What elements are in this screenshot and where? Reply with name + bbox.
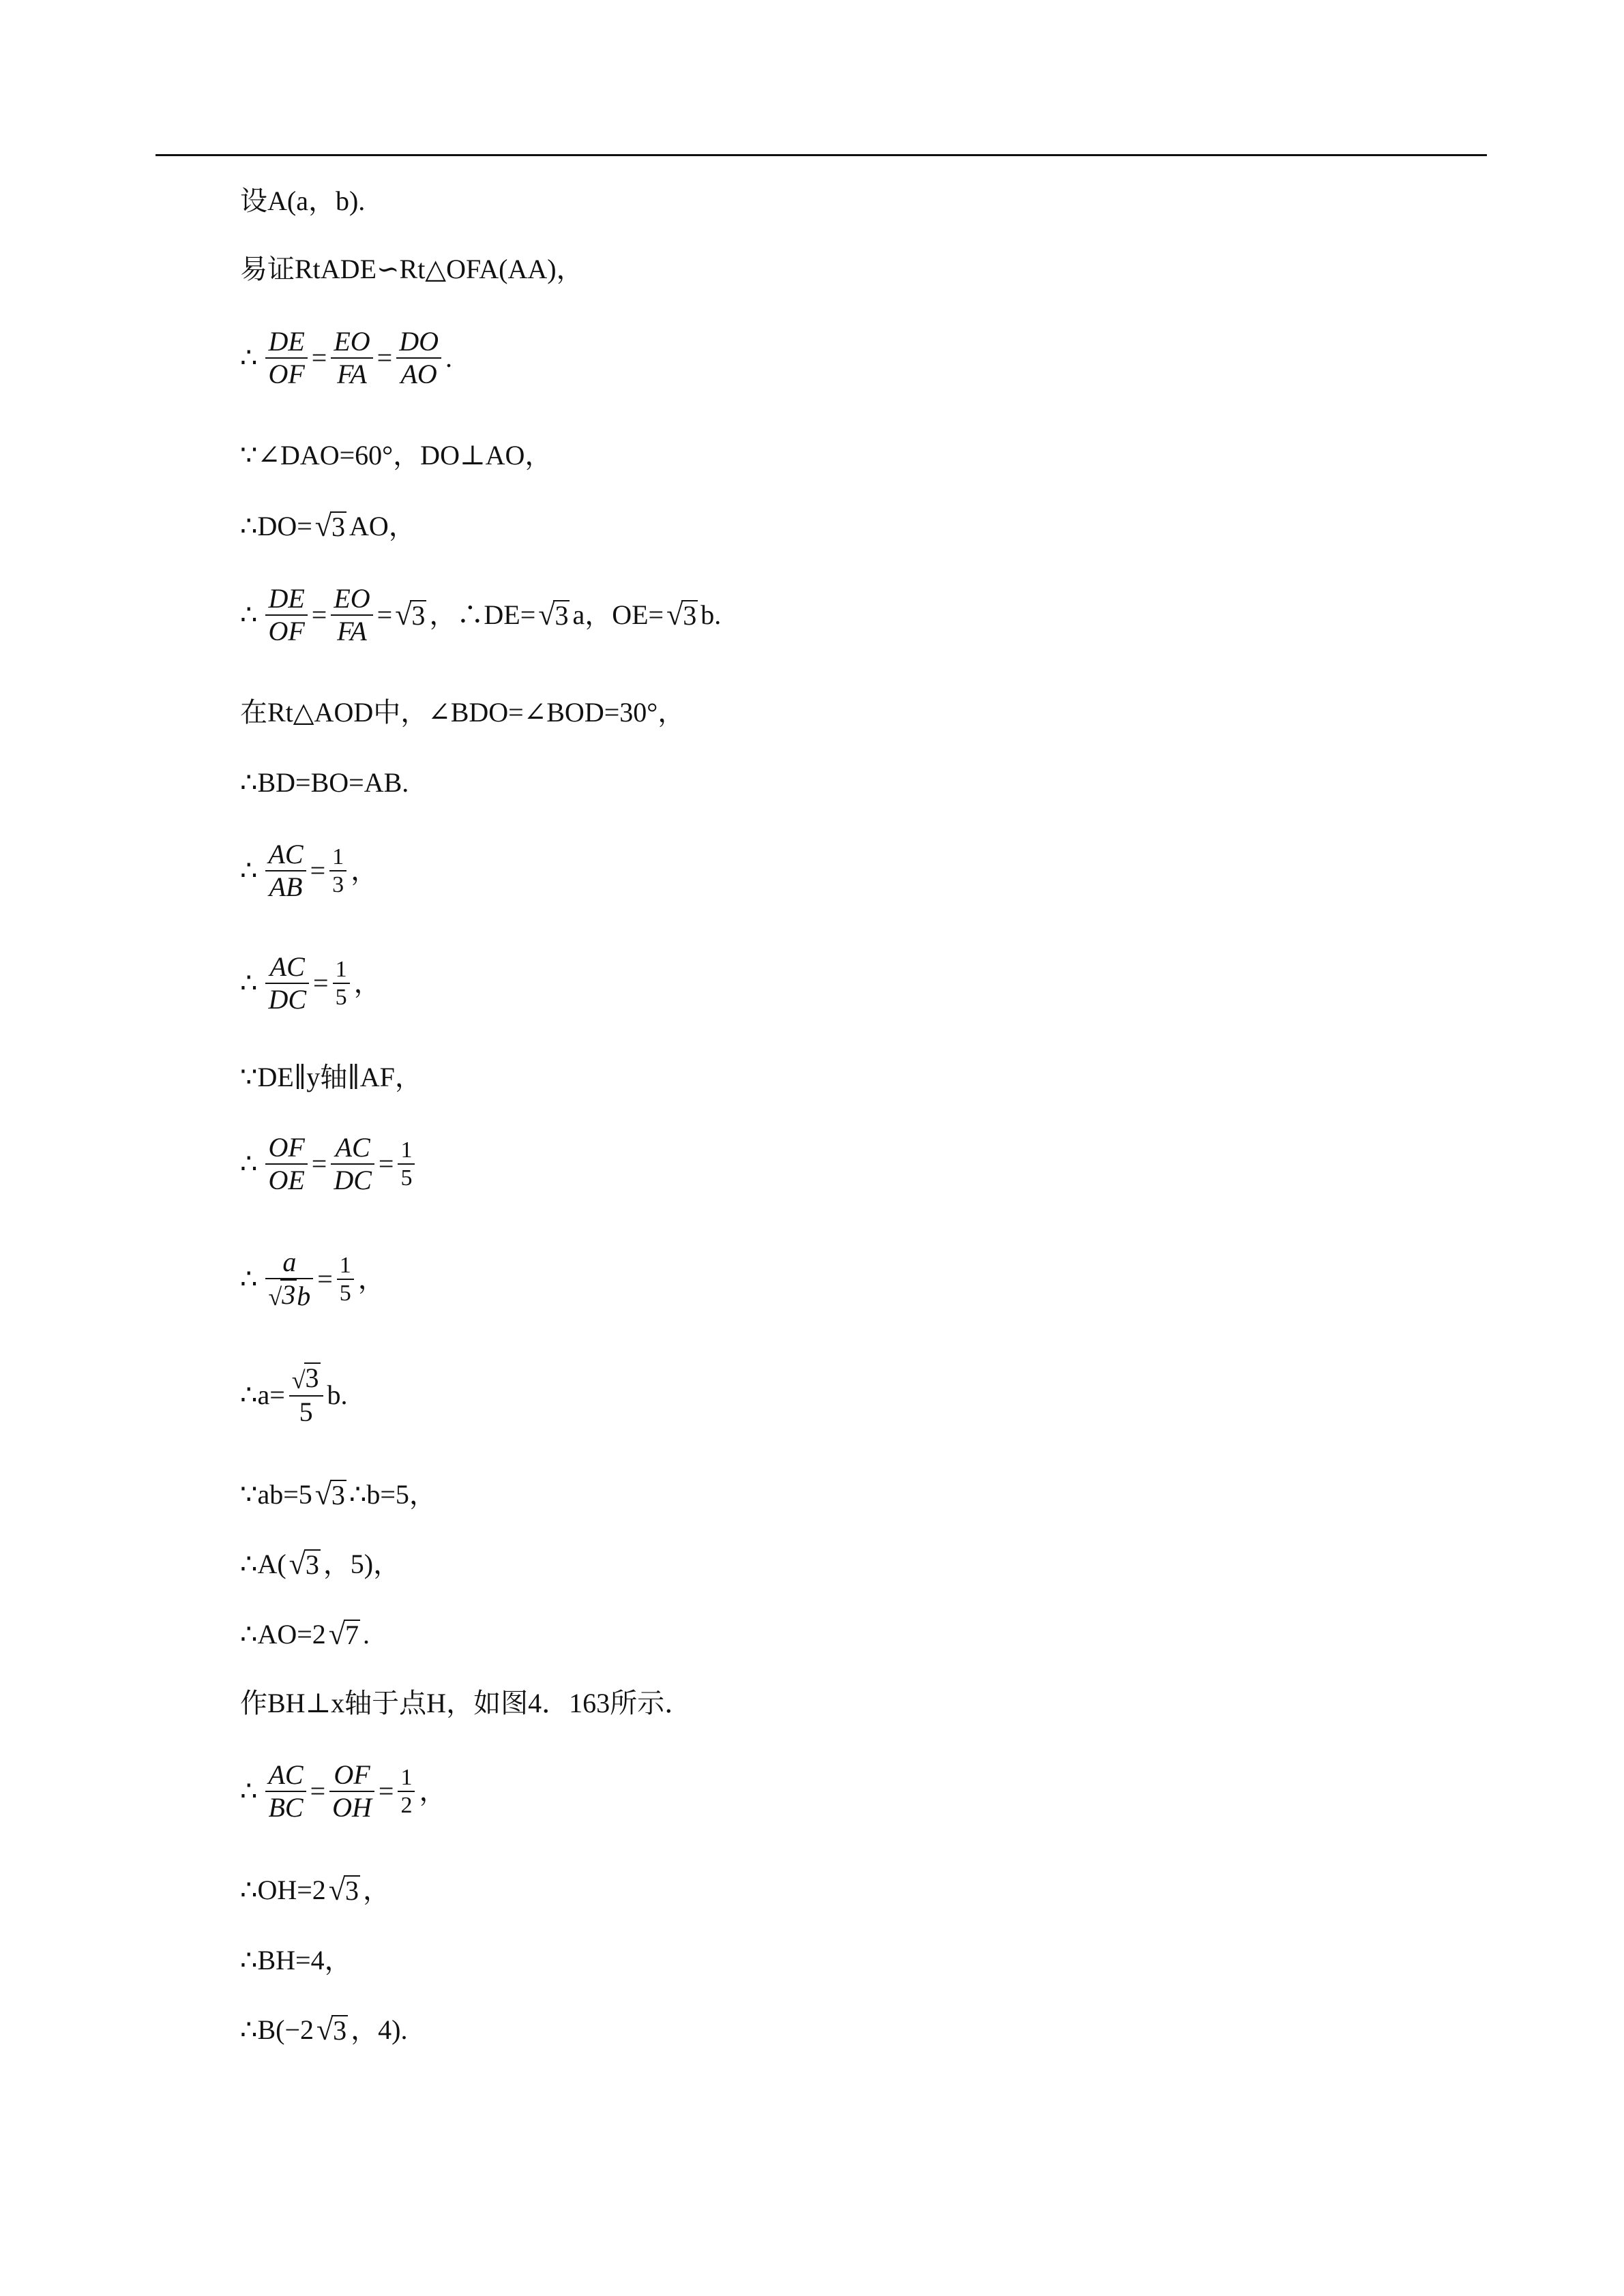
equation-line: ∴ $\frac{OF}{OE}$ = $\frac{AC}{DC}$ = $\frac{1}{5}$ bbox=[240, 1132, 419, 1196]
equation-line: ∴A( √ 3 ，5)， bbox=[240, 1547, 401, 1581]
fraction: a √ 3 b bbox=[265, 1247, 313, 1312]
fraction: $\frac{AC}{AB}$ bbox=[265, 839, 306, 903]
fraction: $\frac{AC}{DC}$ bbox=[331, 1132, 374, 1196]
equation-line: ∴ $\frac{AC}{BC}$ = $\frac{OF}{OH}$ = $\frac{1}{2}$ ， bbox=[240, 1759, 447, 1823]
text-line: 易证RtADE∽Rt△OFA(AA)， bbox=[240, 254, 584, 284]
equation-line: ∵ab=5 √ 3 ∴b=5， bbox=[240, 1478, 437, 1511]
square-root: √ 3 bbox=[314, 1478, 345, 1511]
equation-line: ∴DO= √ 3 AO， bbox=[240, 509, 416, 543]
square-root: √ 3 bbox=[314, 509, 345, 543]
equation-line: ∴ $\frac{AC}{AB}$ = $\frac{1}{3}$ ， bbox=[240, 839, 379, 902]
text-line: ∵DE∥y轴∥AF， bbox=[240, 1062, 422, 1092]
fraction: √ 3 5 bbox=[289, 1362, 323, 1428]
top-rule bbox=[156, 154, 1487, 156]
square-root: √ 3 bbox=[289, 1547, 319, 1581]
equation-line: ∴ $\frac{DE}{OF}$ = $\frac{EO}{FA}$ = $\frac{DO}{AO}$ . bbox=[240, 326, 453, 389]
square-root: √ 3 bbox=[395, 598, 426, 631]
square-root: √ 7 bbox=[328, 1617, 359, 1651]
fraction: $\frac{DE}{OF}$ bbox=[265, 326, 307, 390]
square-root: √ 3 bbox=[666, 598, 697, 631]
equation-line: ∴ $\frac{DE}{OF}$ = $\frac{EO}{FA}$ = √ 3 ，∴DE= √ 3 a，OE= √ 3 b. bbox=[240, 583, 722, 646]
equation-line: ∴a= √ 3 5 b. bbox=[240, 1362, 348, 1427]
text-line: 作BH⊥x轴于点H，如图4．163所示． bbox=[240, 1688, 692, 1718]
fraction: $\frac{DE}{OF}$ bbox=[265, 583, 307, 647]
fraction: $\frac{1}{2}$ bbox=[398, 1764, 415, 1819]
text-line: ∵∠DAO=60°，DO⊥AO， bbox=[240, 440, 552, 471]
text-line: 在Rt△AOD中，∠BDO=∠BOD=30°， bbox=[240, 697, 685, 728]
equation-line: ∴ a √ 3 b = $\frac{1}{5}$ ， bbox=[240, 1247, 385, 1311]
equation-line: ∴ $\frac{AC}{DC}$ = $\frac{1}{5}$ ， bbox=[240, 951, 381, 1015]
square-root: √ 3 bbox=[328, 1873, 359, 1907]
fraction: $\frac{OF}{OE}$ bbox=[265, 1132, 307, 1196]
equation-line: ∴AO=2 √ 7 . bbox=[240, 1617, 370, 1651]
square-root: √ 3 bbox=[316, 2013, 347, 2046]
fraction: $\frac{AC}{BC}$ bbox=[265, 1759, 306, 1823]
fraction: $\frac{OF}{OH}$ bbox=[329, 1759, 374, 1823]
text-line: ∴BD=BO=AB. bbox=[240, 767, 409, 798]
fraction: $\frac{AC}{DC}$ bbox=[265, 951, 309, 1015]
equation-line: ∴B(−2 √ 3 ，4). bbox=[240, 2013, 408, 2046]
fraction: $\frac{1}{5}$ bbox=[337, 1252, 354, 1307]
text-line: 设A(a，b). bbox=[240, 185, 366, 216]
square-root: √ 3 bbox=[538, 598, 569, 631]
text-line: ∴BH=4， bbox=[240, 1945, 352, 1976]
fraction: $\frac{EO}{FA}$ bbox=[331, 326, 372, 390]
fraction: $\frac{DO}{AO}$ bbox=[396, 326, 441, 390]
fraction: $\frac{1}{5}$ bbox=[333, 956, 350, 1011]
fraction: $\frac{1}{3}$ bbox=[329, 844, 346, 898]
fraction: $\frac{EO}{FA}$ bbox=[331, 583, 372, 647]
equation-line: ∴OH=2 √ 3 ， bbox=[240, 1873, 390, 1907]
fraction: $\frac{1}{5}$ bbox=[398, 1137, 415, 1191]
